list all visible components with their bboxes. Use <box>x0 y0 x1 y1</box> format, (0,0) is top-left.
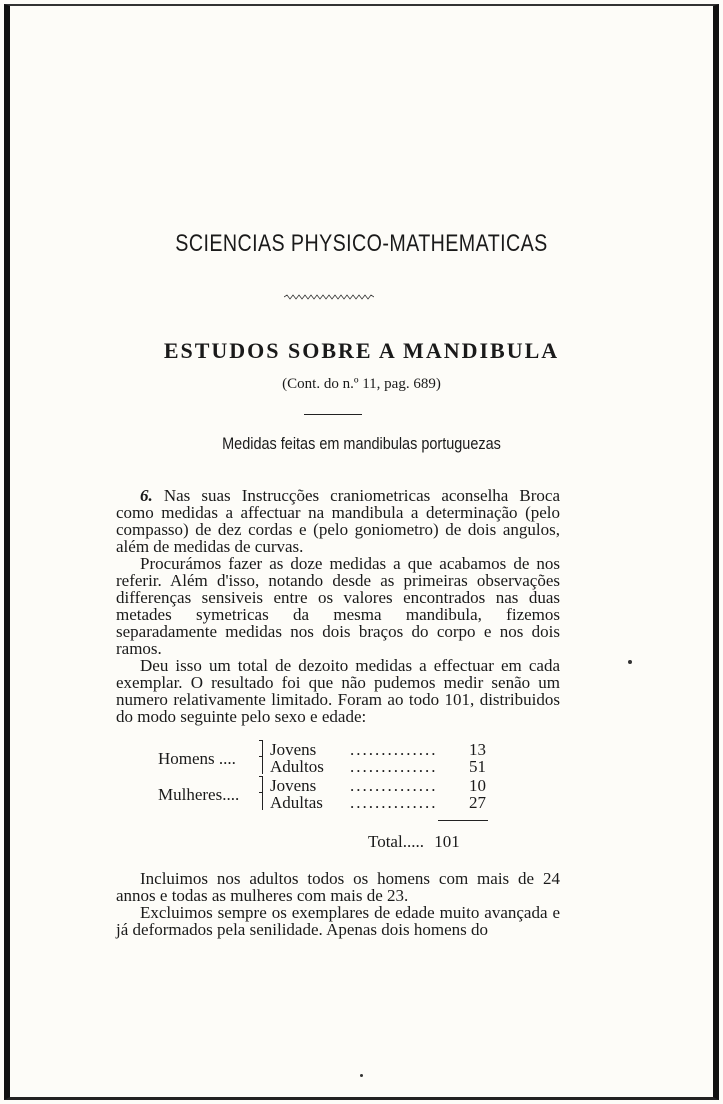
row-value: 10 <box>469 776 486 795</box>
table-group-homens <box>158 740 488 776</box>
leader-dots: .............. <box>350 740 438 759</box>
paragraph-text: Excluimos sempre os exemplares de edade muito avançada e já deformados pela senilidade. Apenas dois homens do <box>116 903 560 939</box>
row-value: 13 <box>469 740 486 759</box>
brace <box>262 740 269 774</box>
paragraph <box>116 870 560 904</box>
row-label: Adultos <box>270 757 324 776</box>
paragraph <box>116 487 560 555</box>
paragraph <box>116 657 560 725</box>
paragraph <box>116 904 560 938</box>
table-row <box>270 776 486 793</box>
leader-dots: .............. <box>350 793 438 812</box>
section-number: 6. <box>140 486 153 505</box>
wavy-ornament-rule <box>284 294 374 300</box>
table-row <box>270 740 486 757</box>
paragraph-text: Procurámos fazer as doze medidas a que acabamos de nos referir. Além d'isso, notando desde as primeiras observações differenças sensiveis entre os valores encontrados nas duas metades symetricas da mesma mandibula, fizemos separadamente medidas nos dois braços do corpo e nos dois ramos. <box>116 554 560 658</box>
table-total <box>368 832 460 852</box>
row-value: 51 <box>469 757 486 776</box>
paragraph-text: Incluimos nos adultos todos os homens com mais de 24 annos e todas as mulheres com mais de 23. <box>116 869 560 905</box>
ink-speck <box>628 660 632 664</box>
table-group-mulheres <box>158 776 488 812</box>
paragraph <box>116 555 560 657</box>
row-label: Adultas <box>270 793 323 812</box>
row-label: Jovens <box>270 776 317 795</box>
total-value: 101 <box>434 832 460 851</box>
table-row <box>270 793 486 810</box>
paragraph-text: Deu isso um total de dezoito medidas a effectuar em cada exemplar. O resultado foi que não pudemos medir senão um numero relativamente limitado. Foram ao todo 101, distribuidos do modo seguinte pelo sexo e edade: <box>116 656 560 726</box>
row-label: Jovens <box>270 740 317 759</box>
continuation-note: (Cont. do n.º 11, pag. 689) <box>282 376 441 392</box>
brace <box>262 776 269 810</box>
body-text-bottom <box>116 870 560 938</box>
group-label: Homens .... <box>158 749 236 768</box>
table-row <box>270 757 486 774</box>
subtitle: Medidas feitas em mandibulas portuguezas <box>222 434 501 453</box>
body-text-top <box>116 487 560 725</box>
article-title: ESTUDOS SOBRE A MANDIBULA <box>163 338 560 363</box>
distribution-table <box>158 740 488 812</box>
total-rule <box>438 820 488 821</box>
leader-dots: .............. <box>350 757 438 776</box>
section-title: SCIENCIAS PHYSICO-MATHEMATICAS <box>175 230 548 257</box>
ink-speck <box>360 1074 363 1077</box>
short-rule <box>304 414 362 415</box>
leader-dots: .............. <box>350 776 438 795</box>
row-value: 27 <box>469 793 486 812</box>
group-label: Mulheres.... <box>158 785 240 804</box>
paragraph-text: Nas suas Instrucções craniometricas aconselha Broca como medidas a affectuar na mandibula a determinação (pelo compasso) de dez cordas e (pelo goniometro) de dois angulos, além de medidas de curvas. <box>116 486 561 556</box>
total-label: Total..... <box>368 832 424 851</box>
